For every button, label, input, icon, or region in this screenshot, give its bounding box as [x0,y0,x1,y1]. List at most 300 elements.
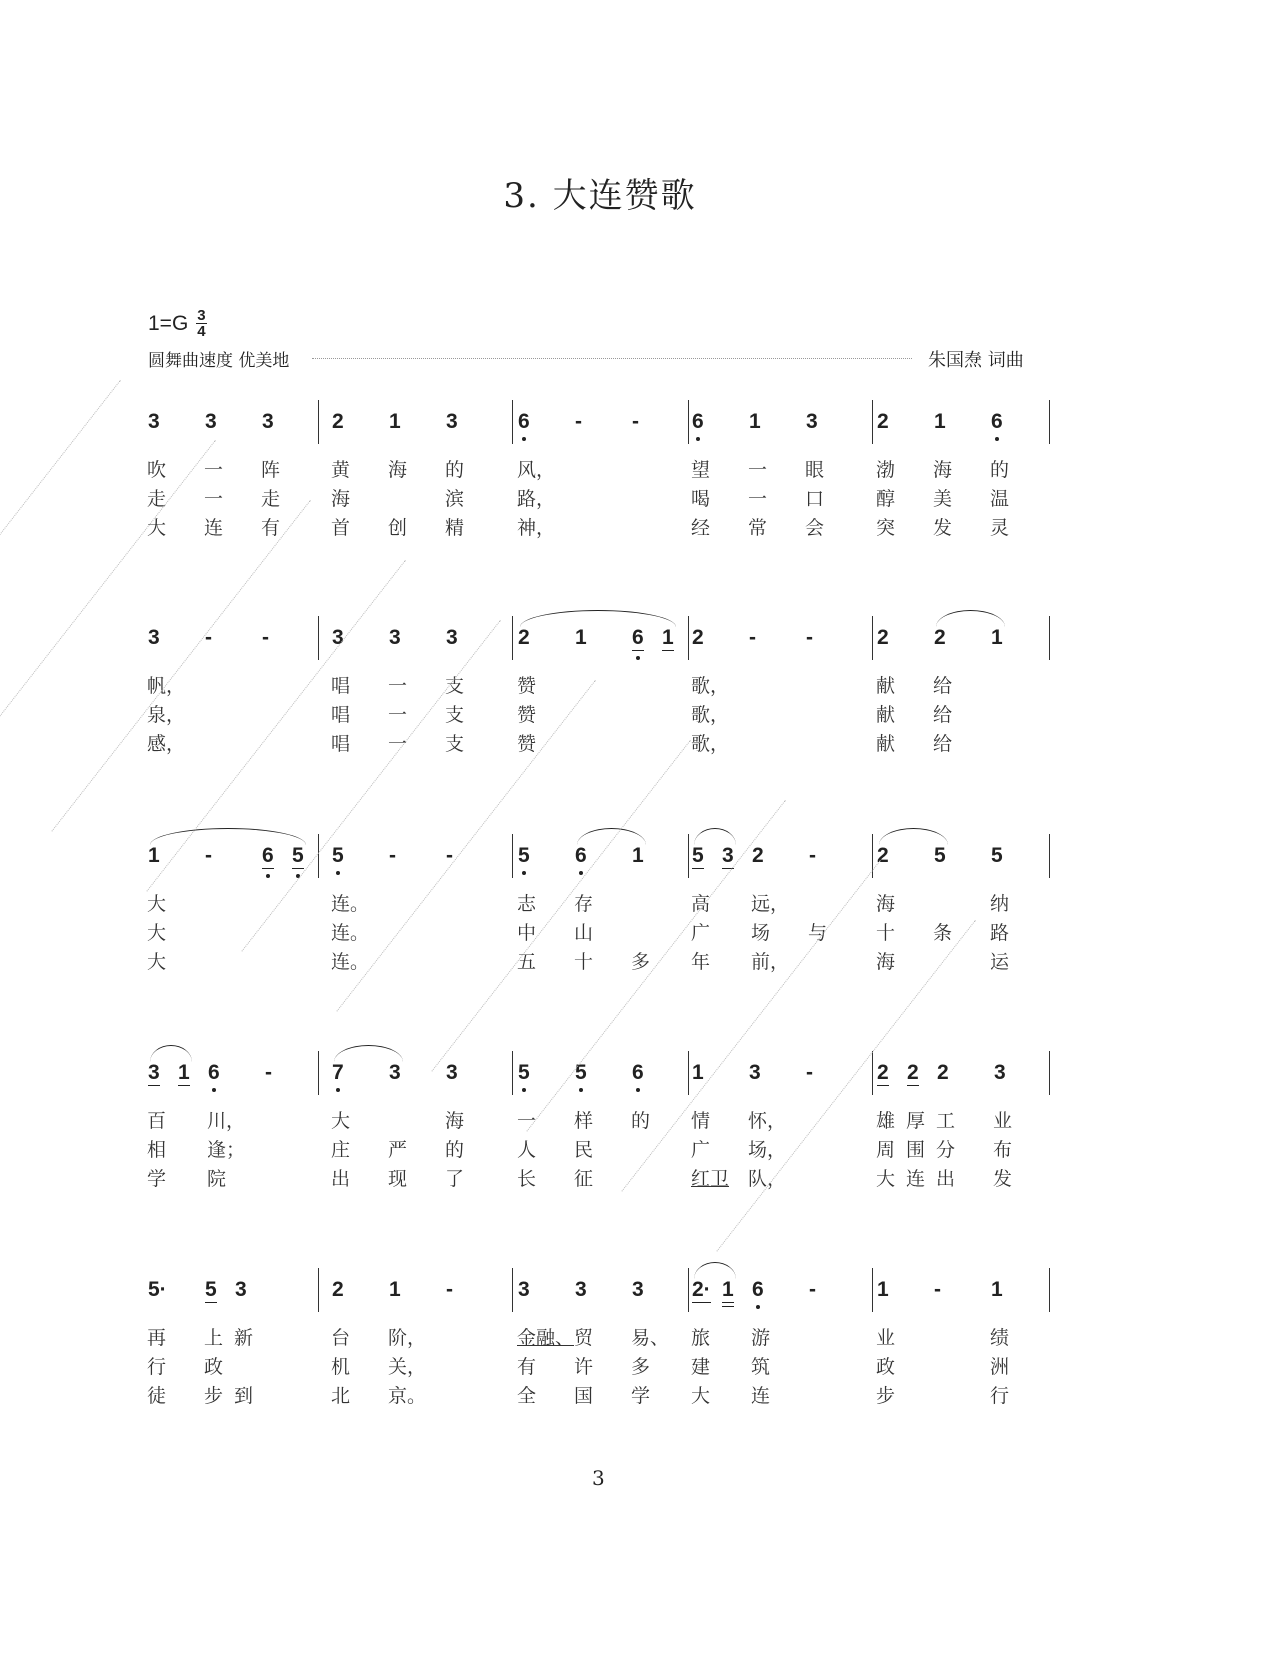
lyric-char: 路， [517,488,556,510]
note [749,1061,761,1085]
note [632,1061,644,1085]
lyric-char: 步 [876,1385,896,1407]
lyric-char: 赞 [517,733,537,755]
note-value: - [265,1061,272,1084]
note [518,844,530,868]
note-value: 3 [632,1278,644,1301]
measure [876,844,1057,973]
note-value: 3 [148,410,160,433]
note-value: 1 [389,410,401,433]
note [178,1061,190,1085]
note-value: - [632,410,639,433]
measure [876,626,1057,755]
lyric-char: 国 [574,1385,594,1407]
note-value: 5 [692,844,704,867]
note [292,844,304,868]
note-value: - [446,844,453,867]
lyric-char: 发 [993,1168,1013,1190]
lyric-char: 感， [147,733,186,755]
lyric-char: 一 [748,488,768,510]
lyric-char: 筑 [751,1356,771,1378]
barline [872,400,873,444]
score-row [148,410,1058,550]
note-value: 3 [235,1278,247,1301]
lyric-char: 一 [204,488,224,510]
note [749,626,756,650]
note [692,626,704,650]
note [934,410,946,434]
lyric-char: 歌， [691,675,730,697]
lyric-char: 周 [876,1139,896,1161]
lyric-char: 有 [261,517,281,539]
note-value: 2 [934,626,946,649]
lyric-char: 灵 [990,517,1010,539]
lyric-char: 的 [445,1139,465,1161]
lyric-char: 易、 [631,1327,670,1349]
note-value: 5 [205,1278,217,1301]
lyric-char: 十 [876,922,896,944]
lyric-char: 严 [388,1139,408,1161]
lyric-char: 与 [808,922,828,944]
note-value: 1 [178,1061,190,1084]
lyric-char: 的 [445,459,465,481]
note-value: - [809,1278,816,1301]
note-value: 2 [907,1061,919,1084]
lyric-char: 支 [445,675,465,697]
lyric-char: 厚 [906,1110,926,1132]
lyric-char: 醇 [876,488,896,510]
lyric-char: 海 [388,459,408,481]
note [518,1061,530,1085]
barline [872,616,873,660]
lyric-char: 的 [990,459,1010,481]
note-value: 6 [632,626,644,649]
lyric-char: 民 [574,1139,594,1161]
note-value: 5 [332,844,344,867]
note [262,626,269,650]
lyric-char: 行 [990,1385,1010,1407]
note-value: 3 [262,410,274,433]
lyric-char: 山 [574,922,594,944]
barline [1049,1268,1050,1312]
lyric-char: 常 [748,517,768,539]
lyric-char: 旅 [691,1327,711,1349]
measure [147,1061,318,1190]
lyric-char: 阵 [261,459,281,481]
lyric-char: 徒 [147,1385,167,1407]
barline [318,400,319,444]
lyric-char: 大 [691,1385,711,1407]
note [262,844,274,868]
lyric-char: 京。 [388,1385,427,1407]
barline [688,616,689,660]
lyric-char: 百 [147,1110,167,1132]
lyric-char: 五 [517,951,537,973]
note-value: 3 [389,1061,401,1084]
lyric-char: 川， [207,1110,246,1132]
lyric-char: 一 [388,733,408,755]
note [722,844,734,868]
note-value: - [806,626,813,649]
song-title: 3. 大连赞歌 [503,176,697,216]
note [692,844,704,868]
measure [876,1278,1057,1407]
lyric-char: 逢； [207,1139,246,1161]
measure [876,410,1057,539]
note [518,626,530,650]
lyric-char: 连 [906,1168,926,1190]
barline [1049,616,1050,660]
lyric-char: 运 [990,951,1010,973]
lyric-char: 人 [517,1139,537,1161]
barline [688,1051,689,1095]
lyric-char: 喝 [691,488,711,510]
note [389,410,401,434]
lyric-char: 赞 [517,704,537,726]
note [752,844,764,868]
lyric-char: 会 [805,517,825,539]
slur-arc [694,828,736,845]
lyric-char: 样 [574,1110,594,1132]
note [389,626,401,650]
lyric-char: 眼 [805,459,825,481]
note-value: 6 [632,1061,644,1084]
lyric-char: 献 [876,704,896,726]
slur-arc [150,1045,192,1062]
lyric-char: 建 [691,1356,711,1378]
lyric-char: 突 [876,517,896,539]
lyric-char: 志 [517,893,537,915]
note-value: 6 [208,1061,220,1084]
lyric-char: 大 [147,893,167,915]
note [877,626,889,650]
lyric-char: 有 [517,1356,537,1378]
lyric-char: 业 [876,1327,896,1349]
note [632,626,644,650]
page-number: 3 [592,1466,605,1490]
lyric-char: 唱 [331,733,351,755]
slur-arc [577,828,646,845]
note [332,1061,344,1085]
note-value: 1 [632,844,644,867]
lyric-char: 吹 [147,459,167,481]
lyric-char: 走 [147,488,167,510]
author-credit: 朱国焘 词曲 [928,350,1024,371]
note [446,1278,453,1302]
note-value: 2 [332,410,344,433]
lyric-char: 全 [517,1385,537,1407]
lyric-char: 口 [805,488,825,510]
lyric-char: 分 [936,1139,956,1161]
note [265,1061,272,1085]
lyric-char: 风， [517,459,556,481]
note-value: 2 [877,1061,889,1084]
barline [688,834,689,878]
note-value: 3 [389,626,401,649]
note [991,410,1003,434]
note [877,410,889,434]
note [806,626,813,650]
lyric-char: 海 [933,459,953,481]
note [806,410,818,434]
lyric-char: 步 [204,1385,224,1407]
lyric-char: 唱 [331,675,351,697]
lyric-char: 围 [906,1139,926,1161]
lyric-char: 美 [933,488,953,510]
lyric-char: 到 [234,1385,254,1407]
lyric-char: 业 [993,1110,1013,1132]
note [575,1278,587,1302]
lyric-char: 一 [204,459,224,481]
note [148,844,160,868]
lyric-char: 献 [876,675,896,697]
note-value: 2 [752,844,764,867]
measure [331,626,512,755]
note-value: 1 [662,626,674,649]
note [934,844,946,868]
note-value: 3 [518,1278,530,1301]
note-value: - [262,626,269,649]
barline [318,834,319,878]
note-value: 2· [692,1278,711,1301]
lyric-char: 行 [147,1356,167,1378]
measure [331,410,512,539]
lyric-char: 条 [933,922,953,944]
lyric-char: 给 [933,704,953,726]
note [332,1278,344,1302]
note-value: 1 [934,410,946,433]
note-value: - [809,844,816,867]
note-value: - [749,626,756,649]
lyric-char: 许 [574,1356,594,1378]
note-value: - [575,410,582,433]
lyric-char: 连。 [331,922,370,944]
lyric-char: 贸 [574,1327,594,1349]
lyric-char: 关， [388,1356,427,1378]
note-value: 1 [692,1061,704,1084]
note [991,844,1003,868]
barline [872,1268,873,1312]
lyric-char: 上 [204,1327,224,1349]
note [148,410,160,434]
lyric-char: 唱 [331,704,351,726]
lyric-char: 支 [445,733,465,755]
note-value: 5 [518,1061,530,1084]
measure [876,1061,1057,1190]
measure [147,844,318,973]
lyric-char: 望 [691,459,711,481]
note-value: 6 [752,1278,764,1301]
measure [691,626,872,755]
note-value: 2 [518,626,530,649]
lyric-char: 大 [331,1110,351,1132]
lyric-char: 一 [388,675,408,697]
lyric-char: 广 [691,1139,711,1161]
note-value: 6 [518,410,530,433]
note [262,410,274,434]
note-value: 1 [991,626,1003,649]
lyric-char: 存 [574,893,594,915]
note [446,626,458,650]
note-value: 2 [692,626,704,649]
lyric-char: 远， [751,893,790,915]
lyric-char: 大 [147,922,167,944]
note-value: 5 [991,844,1003,867]
score-row [148,844,1058,984]
note [934,626,946,650]
lyric-char: 金融、 [517,1327,575,1349]
measure [517,1278,688,1407]
note [235,1278,247,1302]
slur-arc [520,610,676,627]
lyric-char: 广 [691,922,711,944]
note [632,410,639,434]
note-value: 5 [518,844,530,867]
note-value: 3 [722,844,734,867]
lyric-char: 庄 [331,1139,351,1161]
note [518,1278,530,1302]
note [632,1278,644,1302]
lyric-char: 红卫 [691,1168,730,1190]
lyric-char: 游 [751,1327,771,1349]
note [575,626,587,650]
note [806,1061,813,1085]
lyric-char: 年 [691,951,711,973]
lyric-char: 帆， [147,675,186,697]
note-value: - [934,1278,941,1301]
lyric-char: 支 [445,704,465,726]
note-value: 1 [877,1278,889,1301]
lyric-char: 大 [876,1168,896,1190]
lyric-char: 给 [933,675,953,697]
note-value: 5 [934,844,946,867]
key-signature [148,308,207,339]
barline [512,400,513,444]
barline [318,616,319,660]
note [749,410,761,434]
note-value: 3 [332,626,344,649]
measure [147,1278,318,1407]
lyric-char: 绩 [990,1327,1010,1349]
note-value: 1 [722,1278,734,1301]
note-value: 3 [446,410,458,433]
note [518,410,530,434]
note-value: 3 [148,626,160,649]
lyric-char: 院 [207,1168,227,1190]
tempo-marking: 圆舞曲速度 优美地 [148,351,290,371]
note [692,1061,704,1085]
note [205,410,217,434]
lyric-char: 温 [990,488,1010,510]
note [877,844,889,868]
lyric-char: 学 [147,1168,167,1190]
score-row [148,1278,1058,1418]
note [148,1278,167,1302]
barline [688,1268,689,1312]
note-value: 6 [991,410,1003,433]
dotted-leader [312,358,912,359]
barline [512,834,513,878]
lyric-char: 走 [261,488,281,510]
measure [147,626,318,755]
lyric-char: 阶， [388,1327,427,1349]
note [205,844,212,868]
note-value: 3 [446,1061,458,1084]
note-value: 1 [389,1278,401,1301]
note [148,1061,160,1085]
barline [318,1268,319,1312]
lyric-char: 海 [331,488,351,510]
time-signature [196,308,206,339]
slur-arc [879,828,948,845]
lyric-char: 献 [876,733,896,755]
note-value: 1 [749,410,761,433]
note-value: 1 [991,1278,1003,1301]
lyric-char: 学 [631,1385,651,1407]
lyric-char: 现 [388,1168,408,1190]
measure [691,1278,872,1407]
lyric-char: 连 [751,1385,771,1407]
lyric-char: 征 [574,1168,594,1190]
lyric-char: 发 [933,517,953,539]
lyric-char: 雄 [876,1110,896,1132]
lyric-char: 布 [993,1139,1013,1161]
note-value: 2 [877,410,889,433]
lyric-char: 经 [691,517,711,539]
note-value: 7 [332,1061,344,1084]
lyric-char: 纳 [990,893,1010,915]
barline [318,1051,319,1095]
lyric-char: 渤 [876,459,896,481]
lyric-char: 滨 [445,488,465,510]
note-value: 3 [446,626,458,649]
lyric-char: 黄 [331,459,351,481]
note-value: 3 [749,1061,761,1084]
lyric-char: 出 [936,1168,956,1190]
note-value: 6 [262,844,274,867]
lyric-char: 给 [933,733,953,755]
measure [517,1061,688,1190]
measure [331,1278,512,1407]
lyric-char: 多 [631,1356,651,1378]
lyric-char: 的 [631,1110,651,1132]
barline [1049,834,1050,878]
note [389,1061,401,1085]
lyric-char: 连。 [331,951,370,973]
note-value: 3 [806,410,818,433]
note [692,1278,711,1302]
lyric-char: 精 [445,517,465,539]
measure [147,410,318,539]
measure [691,410,872,539]
barline [512,1268,513,1312]
note-value: 2 [937,1061,949,1084]
lyric-char: 创 [388,517,408,539]
lyric-char: 了 [445,1168,465,1190]
lyric-char: 前， [751,951,790,973]
note-value: 5 [575,1061,587,1084]
note-value: - [389,844,396,867]
lyric-char: 场 [751,922,771,944]
note-value: 3 [148,1061,160,1084]
lyric-char: 赞 [517,675,537,697]
lyric-char: 政 [204,1356,224,1378]
slur-arc [694,1262,736,1279]
note [692,410,704,434]
note-value: 1 [575,626,587,649]
slur-arc [150,828,306,845]
note [662,626,674,650]
